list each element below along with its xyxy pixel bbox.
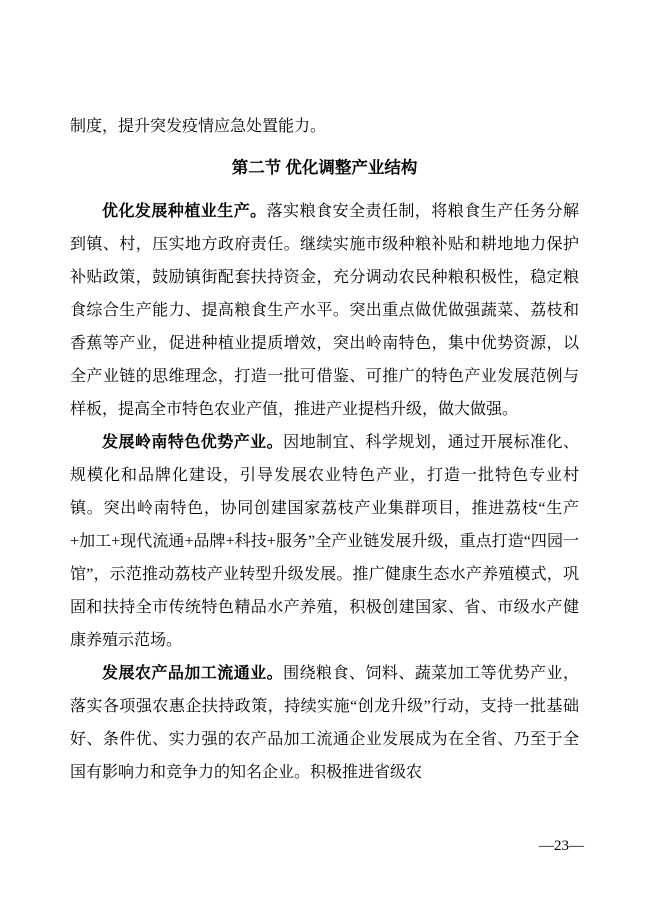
page-number: —23— <box>539 838 584 854</box>
paragraph-2 <box>70 426 579 657</box>
paragraph-1-lead: 优化发展种植业生产。 <box>102 203 267 220</box>
paragraph-3-body: 围绕粮食、饲料、蔬菜加工等优势产业，落实各项强农惠企扶持政策，持续实施“创龙升级”行动，支持一批基础好、条件优、实力强的农产品加工流通企业发展成为在全省、乃至于全国有影响力和竞争力的知名企业。积极推进省级农 <box>70 665 579 781</box>
paragraph-1-body: 落实粮食安全责任制，将粮食生产任务分解到镇、村，压实地方政府责任。继续实施市级种粮补贴和耕地地力保护补贴政策，鼓励镇街配套扶持资金，充分调动农民种粮积极性，稳定粮食综合生产能力、提高粮食生产水平。突出重点做优做强蔬菜、荔枝和香蕉等产业，促进种植业提质增效，突出岭南特色，集中优势资源，以全产业链的思维理念，打造一批可借鉴、可推广的特色产业发展范例与样板，提高全市特色农业产值，推进产业提档升级，做大做强。 <box>70 203 579 418</box>
paragraph-3 <box>70 657 579 789</box>
paragraph-2-lead: 发展岭南特色优势产业。 <box>102 434 284 451</box>
paragraph-continuation: 制度，提升突发疫情应急处置能力。 <box>70 118 327 135</box>
paragraph-2-body: 因地制宜、科学规划，通过开展标准化、规模化和品牌化建设，引导发展农业特色产业，打造一批特色专业村镇。突出岭南特色，协同创建国家荔枝产业集群项目，推进荔枝“生产+加工+现代流通+品牌+科技+服务”全产业链发展升级，重点打造“四园一馆”，示范推动荔枝产业转型升级发展。推广健康生态水产养殖模式，巩固和扶持全市传统特色精品水产养殖，积极创建国家、省、市级水产健康养殖示范场。 <box>70 434 579 649</box>
section-heading: 第二节 优化调整产业结构 <box>231 158 418 177</box>
paragraph-3-lead: 发展农产品加工流通业。 <box>102 665 284 682</box>
paragraph-1 <box>70 195 579 426</box>
